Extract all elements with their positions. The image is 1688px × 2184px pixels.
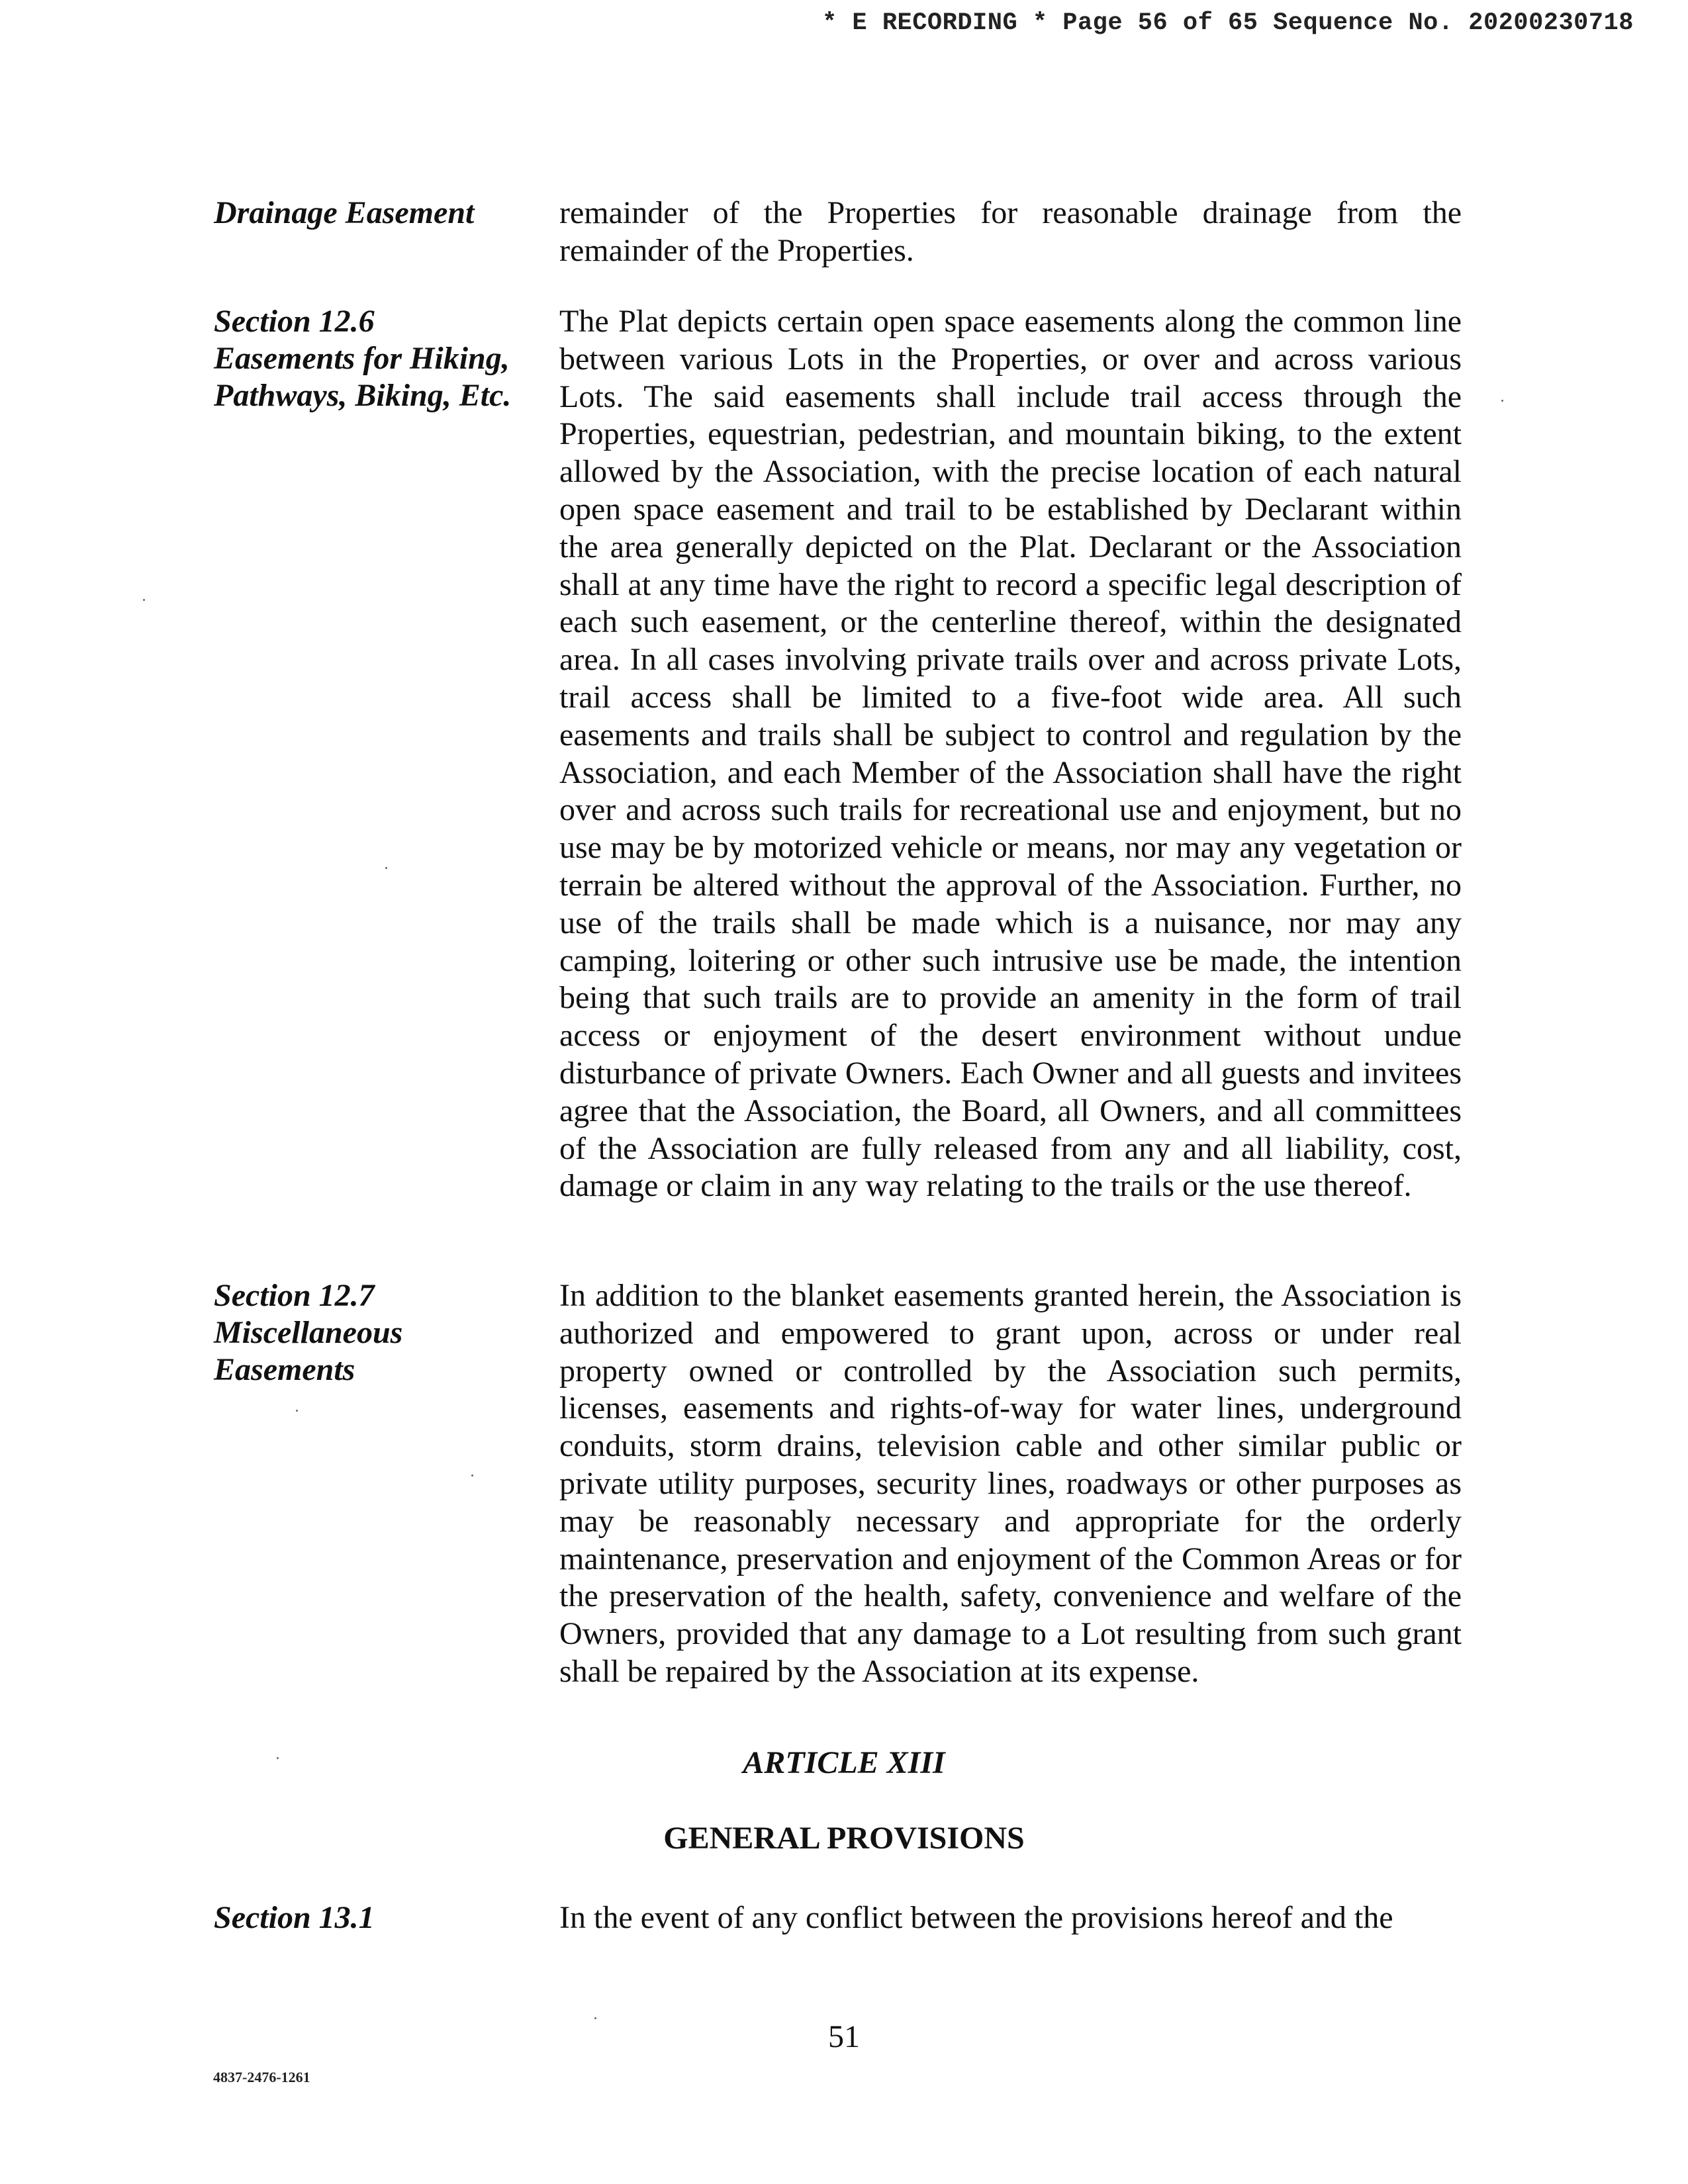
label-line: Miscellaneous — [214, 1315, 403, 1350]
section-label — [214, 303, 532, 414]
scan-speck — [1501, 400, 1503, 402]
scan-speck — [471, 1475, 473, 1477]
section-body: The Plat depicts certain open space easements along the common line between various Lots in the Properties, or over and across various Lots. The said easements shall include trail access through the Properties, equestrian, pedestrian, and mountain biking, to the extent allowed by the Association, with the precise location of each natural open space easement and trail to be established by Declarant within the area generally depicted on the Plat. Declarant or the Association shall at any time have the right to record a specific legal description of each such easement, or the centerline thereof, within the designated area. In all cases involving private trails over and across private Lots, trail access shall be limited to a five-foot wide area. All such easements and trails shall be subject to control and regulation by the Association, and each Member of the Association shall have the right over and across such trails for recreational use and enjoyment, but no use may be by motorized vehicle or means, nor may any vegetation or terrain be altered without the approval of the Association. Further, no use of the trails shall be made which is a nuisance, nor may any camping, loitering or other such intrusive use be made, the intention being that such trails are to provide an amenity in the form of trail access or enjoyment of the desert environment without undue disturbance of private Owners. Each Owner and all guests and invitees agree that the Association, the Board, all Owners, and all committees of the Association are fully released from any and all liability, cost, damage or claim in any way relating to the trails or the use thereof. — [559, 304, 1462, 1204]
label-line: Section 13.1 — [214, 1900, 375, 1935]
section-body: In the event of any conflict between the provisions hereof and the — [559, 1900, 1393, 1935]
article-title: GENERAL PROVISIONS — [663, 1821, 1025, 1856]
scan-speck — [385, 867, 387, 869]
label-line: Easements for Hiking, — [214, 341, 510, 376]
article-number: ARTICLE XIII — [743, 1745, 945, 1780]
scan-speck — [277, 1757, 279, 1759]
label-line: Section 12.6 — [214, 304, 375, 339]
label-line: Drainage Easement — [214, 195, 475, 230]
scan-speck — [143, 599, 145, 601]
label-line: Section 12.7 — [214, 1278, 375, 1313]
recording-stamp: * E RECORDING * Page 56 of 65 Sequence No. 20200230718 — [822, 9, 1634, 37]
section-label — [214, 195, 532, 232]
label-line: Pathways, Biking, Etc. — [214, 378, 512, 413]
page-number: 51 — [828, 2019, 860, 2054]
document-id: 4837-2476-1261 — [213, 2069, 310, 2085]
section-label — [214, 1899, 532, 1936]
section-label — [214, 1277, 532, 1388]
scan-speck — [594, 2017, 596, 2019]
section-body: remainder of the Properties for reasonable drainage from the remainder of the Properties. — [559, 195, 1462, 268]
label-line: Easements — [214, 1352, 355, 1387]
scan-speck — [296, 1410, 298, 1412]
section-body: In addition to the blanket easements granted herein, the Association is authorized and empowered to grant upon, across or under real property owned or controlled by the Association such permits, licenses, easements and rights-of-way for water lines, underground conduits, storm drains, television cable and other similar public or private utility purposes, security lines, roadways or other purposes as may be reasonably necessary and appropriate for the orderly maintenance, preservation and enjoyment of the Common Areas or for the preservation of the health, safety, convenience and welfare of the Owners, provided that any damage to a Lot resulting from such grant shall be repaired by the Association at its expense. — [559, 1278, 1462, 1689]
